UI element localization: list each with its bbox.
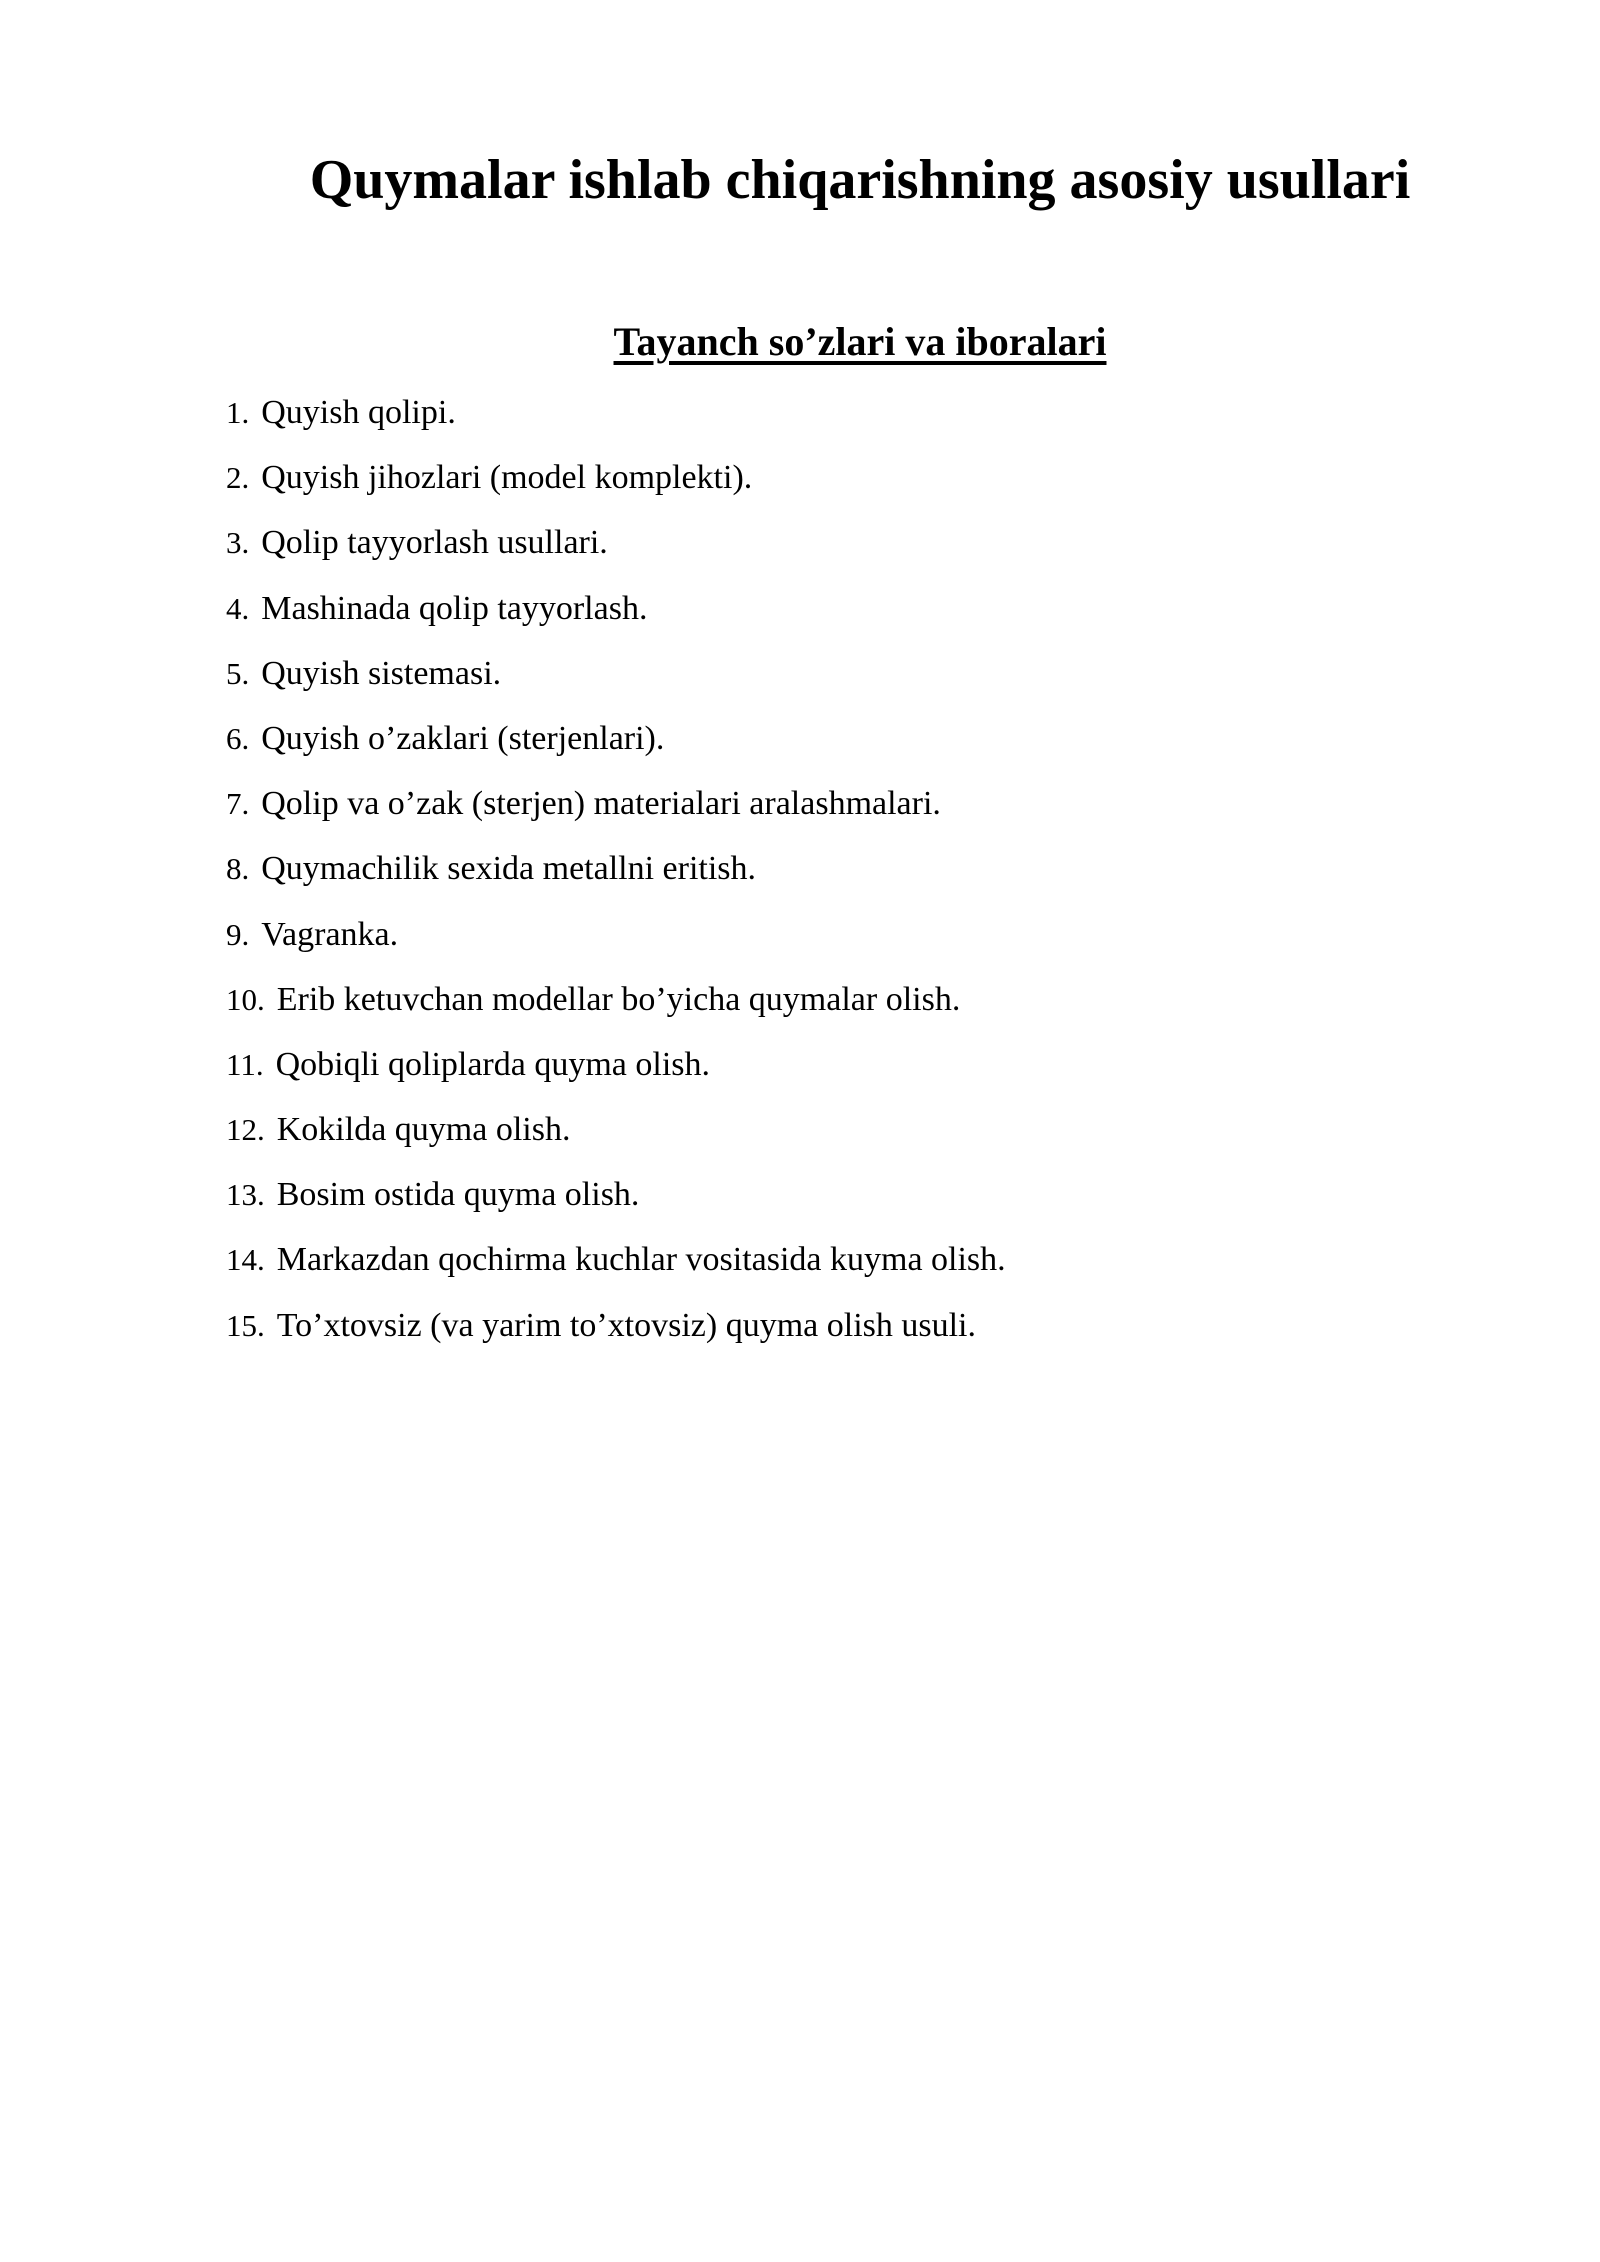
list-item: [226, 589, 1006, 654]
list-item-text: Quyish o’zaklari (sterjenlari).: [261, 719, 665, 757]
list-item: [226, 1110, 1006, 1175]
list-item-text: Bosim ostida quyma olish.: [276, 1176, 640, 1214]
list-item-text: Qolip va o’zak (sterjen) materialari aralashmalari.: [261, 785, 941, 823]
list-item-number: 1.: [226, 395, 250, 430]
section-heading: Tayanch so’zlari va iboralari: [613, 319, 1107, 364]
list-item: [226, 784, 1006, 849]
list-item-text: To’xtovsiz (va yarim to’xtovsiz) quyma olish usuli.: [276, 1306, 976, 1344]
list-item-text: Quyish qolipi.: [261, 394, 456, 431]
list-item-number: 3.: [226, 525, 250, 561]
list-item-number: 6.: [226, 720, 250, 756]
list-item-number: 8.: [226, 851, 250, 887]
list-item-number: 14.: [226, 1242, 265, 1278]
list-item-text: Vagranka.: [261, 915, 399, 953]
list-item-number: 11.: [226, 1046, 264, 1082]
list-item-number: 7.: [226, 786, 250, 822]
list-item-text: Quyish jihozlari (model komplekti).: [261, 459, 753, 497]
list-item: [226, 849, 1006, 914]
list-item: [226, 654, 1006, 719]
list-item-text: Erib ketuvchan modellar bo’yicha quymalar olish.: [276, 980, 961, 1018]
list-item: [226, 523, 1006, 588]
list-item-number: 5.: [226, 655, 250, 691]
list-item-number: 2.: [226, 460, 250, 496]
list-item: [226, 915, 1006, 980]
list-item: [226, 1306, 1006, 1371]
list-item-text: Quyish sistemasi.: [261, 654, 502, 692]
list-item: [226, 393, 1006, 458]
list-item: [226, 1240, 1006, 1305]
list-item: [226, 1045, 1006, 1110]
list-item-number: 9.: [226, 916, 250, 952]
list-item-text: Quymachilik sexida metallni eritish.: [261, 850, 757, 888]
list-item: [226, 1175, 1006, 1240]
list-item-text: Kokilda quyma olish.: [276, 1111, 571, 1149]
page-title: Quymalar ishlab chiqarishning asosiy usullari: [309, 149, 1411, 211]
list-item-number: 15.: [226, 1307, 265, 1343]
list-item-text: Qobiqli qoliplarda quyma olish.: [275, 1045, 711, 1083]
list-item-number: 13.: [226, 1177, 265, 1213]
list-item: [226, 980, 1006, 1045]
list-item: [226, 719, 1006, 784]
list-item-number: 4.: [226, 590, 250, 626]
list-item: [226, 458, 1006, 523]
list-item-text: Qolip tayyorlash usullari.: [261, 524, 608, 562]
list-item-text: Mashinada qolip tayyorlash.: [261, 589, 648, 627]
list-item-number: 10.: [226, 981, 265, 1017]
keyword-list: [226, 393, 1006, 1371]
list-item-number: 12.: [226, 1112, 265, 1148]
list-item-text: Markazdan qochirma kuchlar vositasida kuyma olish.: [276, 1241, 1006, 1279]
